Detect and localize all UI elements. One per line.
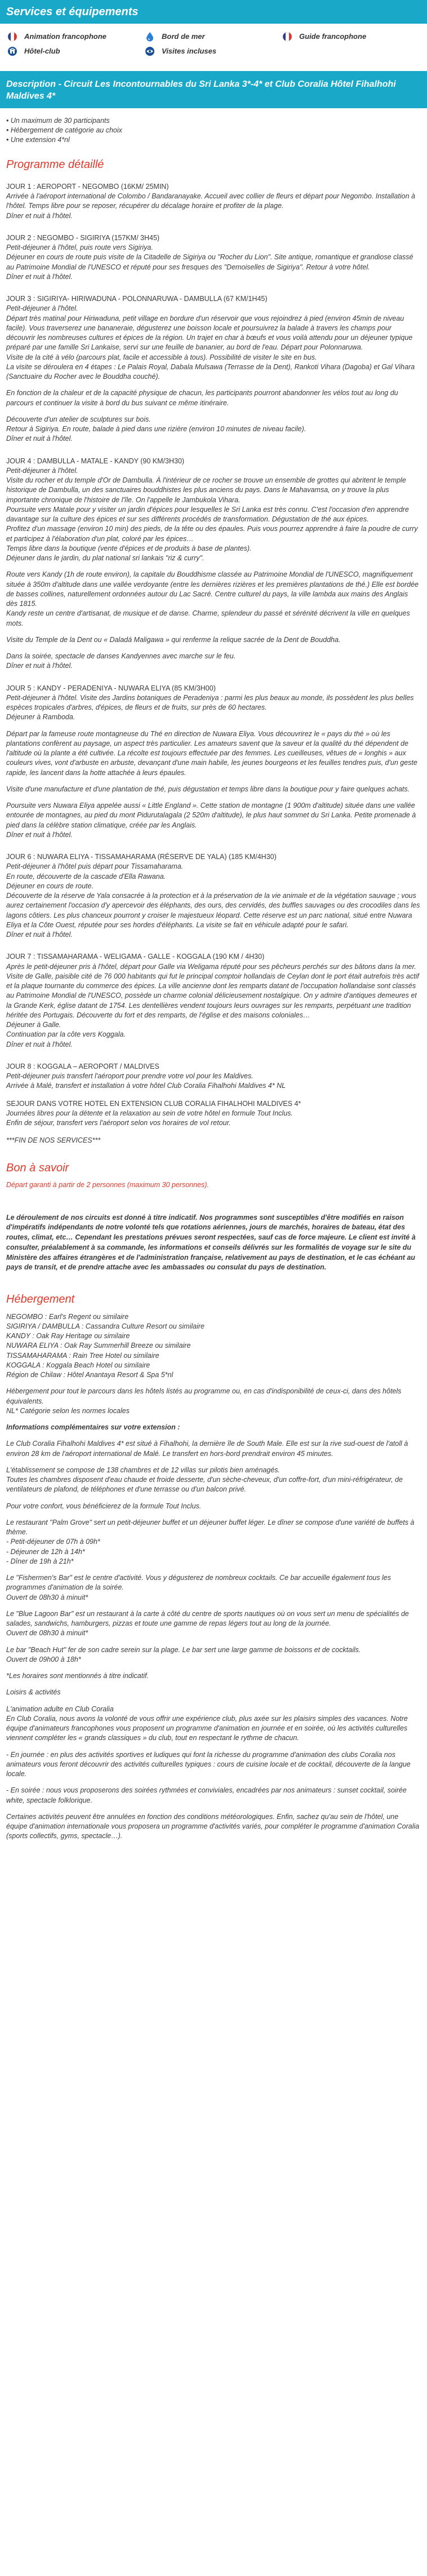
day-text: Visite du rocher et du temple d'Or de Dambulla. À l'intérieur de ce rocher se trouve un ensemble de grottes qui abritent le temple historique de Dambulla, un des sanctuaires bouddhistes les plus anciens du pays. Dans le Mahavamsa, on y trouve la plus importante chronique de l'histoire de l'île. On l'appelle le Jambukola Vihara. (6, 476, 406, 504)
day-block (6, 294, 421, 444)
day-text: Temps libre dans la boutique (vente d'épices et de produits à base de plantes). (6, 544, 252, 552)
paragraph: Le Club Coralia Fihalhohi Maldives 4* est situé à Fihalhohi, la dernière île de South Male. Elle est sur la rive sud-ouest de l'atoll à environ 28 km de l'aéroport international de Malé. Le transfert en hors-bord prendrait environ 45 minutes. (6, 1440, 408, 1458)
list-item: TISSAMAHARAMA : Rain Tree Hotel ou similaire (6, 1351, 159, 1360)
day-title: JOUR 5 : KANDY - PERADENIYA - NUWARA ELIYA (85 KM/3H00) (6, 684, 216, 692)
description-title: Description - Circuit Les Incontournables du Sri Lanka 3*-4* et Club Coralia Hôtel Fihalhohi Maldives 4* (6, 79, 396, 101)
day-text: Dîner et nuit à l'hôtel. (6, 211, 73, 220)
day-text: Petit-déjeuner à l'hôtel. Visite des Jardins botaniques de Peradeniya : parmi les plus beaux au monde, ils possèdent les plus belles espèces tropicales d'arbres, d'épices, de fleurs et de fruits, sur près de 60 hectares. (6, 693, 414, 712)
day-text: Après le petit-déjeuner pris à l'hôtel, départ pour Galle via Weligama réputé pour ses pêcheurs perchés sur des bâtons dans la mer. (6, 962, 416, 971)
paragraph-heading: Informations complémentaires sur votre extension : (6, 1423, 180, 1432)
day-title: JOUR 7 : TISSAMAHARAMA - WELIGAMA - GALLE - KOGGALA (190 KM / 4H30) (6, 953, 265, 961)
day-text: Départ très matinal pour Hiriwaduna, petit village en bordure d'un réservoir que vous rejoindrez à pied (environ 45min de niveau facile). Vous traverserez une bananeraie, dégusterez une boisson locale et poursuivrez la balade à travers les champs pour découvrir les nombreuses cultures et épices de la région. Un trajet en char à bœufs et vous voilà attendu pour un déjeuner typique préparé par une famille Sri Lankaise, servi sur une feuille de bananier, au bord de l'eau. Départ pour Polonnaruwa. (6, 314, 413, 352)
paragraph: L'animation adulte en Club Coralia (6, 1705, 114, 1713)
day-text: Déjeuner en cours de route puis visite de la Citadelle de Sigiriya ou "Rocher du Lion". Site antique, romantique et grandiose classé au Patrimoine Mondial de l'UNESCO et réputé pour ses fresques des "Demoiselles de Sigiriya". Retour à votre hôtel. (6, 253, 413, 271)
day-text: Déjeuner à Ramboda. (6, 713, 75, 722)
list-item: Région de Chilaw : Hôtel Anantaya Resort & Spa 5*nl (6, 1371, 174, 1379)
paragraph: - Dîner de 19h à 21h* (6, 1557, 74, 1565)
main-content (0, 108, 427, 1853)
day-text: La visite se déroulera en 4 étapes : Le Palais Royal, Dabala Mulsawa (Terrasse de la Dent), Rankoti Vihara (Dagoba) et Gal Vihara (Sanctuaire du Rocher avec le Bouddha couché). (6, 362, 415, 381)
conditions-text: Le déroulement de nos circuits est donné à titre indicatif. Nos programmes sont susceptibles d'être modifiés en raison d'impératifs indépendants de notre volonté tels que rotations aériennes, jours de marchés, horaires de bateau, état des routes, climat, etc… Cependant les prestations prévues seront respectées, sauf cas de force majeure. Le client est invité à consulter, préalablement à sa commande, les informations et conseils délivrés sur les formalités de voyage sur le site du Ministère des affaires étrangères et de l'administration française, relativement au pays de destination, et le cas échéant au pays de transit, et de prendre attache avec les ambassades ou consulat du pays de destination. (6, 1213, 416, 1272)
paragraph: Loisirs & activités (6, 1688, 61, 1697)
day-title: JOUR 8 : KOGGALA – AEROPORT / MALDIVES (6, 1062, 159, 1070)
paragraph: Ouvert de 09h00 à 18h* (6, 1655, 81, 1663)
service-label: Guide francophone (299, 32, 367, 41)
extension-title: SEJOUR DANS VOTRE HOTEL EN EXTENSION CLUB CORALIA FIHALHOHI MALDIVES 4* (6, 1099, 301, 1108)
service-label: Bord de mer (162, 32, 205, 41)
end-of-services: ***FIN DE NOS SERVICES*** (6, 1136, 101, 1145)
service-item (7, 32, 145, 42)
list-item: NUWARA ELIYA : Oak Ray Summerhill Breeze ou similaire (6, 1342, 191, 1350)
day-text: Visite du Temple de la Dent ou « Daladá Maligawa » qui renferme la relique sacrée de la Dent de Bouddha. (6, 635, 341, 644)
paragraph: Le bar "Beach Hut" fer de son cadre serein sur la plage. Le bar sert une large gamme de boissons et de cocktails. (6, 1645, 361, 1654)
service-item (7, 46, 145, 56)
day-block (6, 233, 421, 282)
day-block (6, 684, 421, 840)
day-text: En fonction de la chaleur et de la capacité physique de chacun, les participants pourront abandonner les vélos tout au long du parcours et continuer la visite à bord du bus suivant ce même itinéraire. (6, 389, 398, 407)
description-bullets (6, 116, 421, 145)
day-title: JOUR 3 : SIGIRIYA- HIRIWADUNA - POLONNARUWA - DAMBULLA (67 KM/1H45) (6, 295, 268, 303)
extension-text: Enfin de séjour, transfert vers l'aéroport selon vos horaires de vol retour. (6, 1119, 231, 1127)
day-text: Déjeuner à Galle. (6, 1021, 61, 1029)
paragraph: Toutes les chambres disposent d'eau chaude et froide desserte, d'un sèche-cheveux, d'un coffre-fort, d'un mini-réfrigérateur, de ventilateurs de plafond, de téléphones et d'une terrasse ou d'un balcon privé. (6, 1476, 403, 1494)
day-title: JOUR 2 : NEGOMBO - SIGIRIYA (157KM/ 3H45) (6, 233, 160, 242)
day-text: Dîner et nuit à l'hôtel. (6, 662, 73, 670)
day-text: Poursuite vers Matale pour y visiter un jardin d'épices pour lesquelles le Sri Lanka est très connu. C'est l'occasion d'en apprendre davantage sur la culture des épices et sur ses différents procédés de transformation. Dégustation de thé aux épices. (6, 505, 409, 524)
day-text: Petit-déjeuner à l'hôtel. (6, 466, 78, 475)
day-text: Dîner et nuit à l'hôtel. (6, 272, 73, 281)
extension-text: Journées libres pour la détente et la relaxation au sein de votre hôtel en formule Tout Inclus. (6, 1109, 293, 1117)
paragraph: Le "Fishermen's Bar" est le centre d'activité. Vous y dégusterez de nombreux cocktails. Ce bar accueille également tous les programmes d'animation de la soirée. (6, 1574, 391, 1592)
day-text: En route, découverte de la cascade d'Ella Rawana. (6, 872, 166, 880)
day-text: Dîner et nuit à l'hôtel. (6, 1040, 73, 1048)
day-text: Déjeuner dans le jardin, du plat national sri lankais "riz & curry". (6, 554, 204, 563)
day-text: Dans la soirée, spectacle de danses Kandyennes avec marche sur le feu. (6, 652, 236, 661)
day-text: Petit-déjeuner à l'hôtel. (6, 304, 78, 313)
paragraph: Le "Blue Lagoon Bar" est un restaurant à la carte à côté du centre de sports nautiques où on vous sert un menu de spécialités de salades, sandwichs, hamburgers, pizzas et toute une gamme de repas légers tout au long de la journée. (6, 1609, 409, 1628)
paragraph: NL* Catégorie selon les normes locales (6, 1406, 130, 1415)
day-text: Arrivée à Malé, transfert et installation à votre hôtel Club Coralia Fihalhohi Maldives 4* NL (6, 1082, 286, 1090)
paragraph: - En journée : en plus des activités sportives et ludiques qui font la richesse du programme d'animation des clubs Coralia nos animateurs vous feront découvrir des activités culturelles typiques : cours de cuisine locale et de cocktail, découverte de la langue locale. (6, 1750, 411, 1778)
service-label: Hôtel-club (24, 47, 60, 56)
paragraph: - En soirée : nous vous proposerons des soirées rythmées et conviviales, encadrées par nos animateurs : sunset cocktail, soirée white, spectacle folklorique. (6, 1786, 407, 1804)
day-text: Dîner et nuit à l'hôtel. (6, 830, 73, 839)
bon-a-savoir-title: Bon à savoir (6, 1161, 69, 1174)
list-item: • Hébergement de catégorie au choix (6, 126, 421, 135)
day-block (6, 852, 421, 940)
day-text: Déjeuner en cours de route. (6, 882, 94, 890)
service-label: Visites incluses (162, 47, 217, 56)
bottom-spacer (6, 1842, 421, 1853)
day-text: Petit-déjeuner puis transfert l'aéroport pour prendre votre vol pour les Maldives. (6, 1072, 253, 1081)
day-text: Poursuite vers Nuwara Eliya appelée aussi « Little England ». Cette station de montagne (1 900m d'altitude) située dans une vallée entourée de montagnes, au pied du mont Pidurutalagala (2 520m d'altitude), le plus haut sommet du Sri Lanka. Petite promenade à pied dans la célèbre station climatique, créée par les Anglais. (6, 802, 416, 829)
list-item: KOGGALA : Koggala Beach Hotel ou similaire (6, 1361, 150, 1369)
day-title: JOUR 6 : NUWARA ELIYA - TISSAMAHARAMA (RÉSERVE DE YALA) (185 KM/4H30) (6, 853, 277, 861)
day-block (6, 1062, 421, 1091)
services-banner (0, 0, 427, 24)
day-text: Profitez d'un massage (environ 10 min) des pieds, de la tête ou des épaules. Puis vous pourrez apprendre à faire la poudre de curry et participez à l'élaboration d'un plat, coloré par les épices… (6, 525, 418, 543)
guarantee-note: Départ garanti à partir de 2 personnes (maximum 30 personnes). (6, 1181, 209, 1189)
day-text: Découverte de la réserve de Yala consacrée à la protection et à la préservation de la vie animale et de la végétation sauvage ; vous aurez certainement l'occasion d'y apercevoir des éléphants, des ours, des cervidés, des buffles sauvages ou des crocodiles dans les lagons côtiers. Les plus chanceux pourront y croiser le majestueux léopard. Cette réserve est un parc national, situé entre Nuwara Eliya et la Côte Ouest, réputée pour ses hordes d'éléphants. La visite se fait en véhicule adapté pour le safari. (6, 892, 420, 929)
day-text: Route vers Kandy (1h de route environ), la capitale du Bouddhisme classée au Patrimoine Mondial de l'UNESCO, magnifiquement située à 350m d'altitude dans une vallée verdoyante (entre les dernières rizières et les premières plantations de thé.) Elle est bordée de basses collines, naturellement ordonnées autour du Lac Sacré. Centre culturel du pays, la ville lambda aux mains des Anglais dès 1815. (6, 570, 419, 608)
day-text: Visite d'une manufacture et d'une plantation de thé, puis dégustation et temps libre dans la boutique pour y faire quelques achats. (6, 785, 410, 793)
day-text: Arrivée à l'aéroport international de Colombo / Bandaranayake. Accueil avec collier de fleurs et départ pour Negombo. Installation à l'hôtel. Temps libre pour se reposer, récupérer du décalage horaire et profiter de la plage. (6, 192, 415, 210)
day-block (6, 457, 421, 671)
list-item: SIGIRIYA / DAMBULLA : Cassandra Culture Resort ou similaire (6, 1322, 204, 1330)
day-text: Visite de Galle, paisible cité de 76 000 habitants qui fut le principal comptoir hollandais de Ceylan dont le port était autrefois très actif et la plaque tournante du commerce des épices. La ville ancienne dont les remparts datant de l'occupation hollandaise sont classés au Patrimoine Mondial de l'UNESCO, possède un charme colonial délicieusement nostalgique. On y admire d'antiques demeures et la Grande Kerk, église datant de 1754. Les dentellières vendent toujours leurs ouvrages sur les remparts, perpétuant une tradition héritée des Portugais. Découverte du fort et des remparts, de l'église et des maisons coloniales… (6, 972, 419, 1019)
service-item (145, 32, 282, 42)
french-flag-icon (282, 32, 292, 42)
day-block (6, 182, 421, 221)
eye-icon (145, 46, 155, 56)
hotel-club-icon (7, 46, 17, 56)
paragraph: Pour votre confort, vous bénéficierez de la formule Tout Inclus. (6, 1502, 202, 1510)
day-text: Kandy reste un centre d'artisanat, de musique et de danse. Charme, splendeur du passé et sérénité décrivent la ville en quelques mots. (6, 609, 410, 627)
day-title: JOUR 4 : DAMBULLA - MATALE - KANDY (90 KM/3H30) (6, 457, 185, 465)
paragraph: *Les horaires sont mentionnés à titre indicatif. (6, 1672, 149, 1680)
day-text: Dîner et nuit à l'hôtel. (6, 435, 73, 443)
paragraph: Certaines activités peuvent être annulées en fonction des conditions météorologiques. Enfin, sachez qu'au sein de l'hôtel, une équipe d'animation internationale vous proposera un programme d'activités variés, pour compléter le programme d'animation Coralia (sports collectifs, gyms, spectacle…). (6, 1812, 420, 1840)
day-text: Petit-déjeuner à l'hôtel, puis route vers Sigiriya. (6, 244, 153, 252)
paragraph: L'établissement se compose de 138 chambres et de 12 villas sur pilotis bien aménagés. (6, 1466, 280, 1474)
list-item: NEGOMBO : Earl's Regent ou similaire (6, 1312, 129, 1321)
french-flag-icon (7, 32, 17, 42)
list-item: • Une extension 4*nl (6, 135, 421, 145)
list-item: KANDY : Oak Ray Heritage ou similaire (6, 1332, 130, 1340)
hotel-list (6, 1312, 421, 1380)
description-banner (0, 71, 427, 108)
services-title: Services et équipements (6, 6, 139, 18)
programme-title: Programme détaillé (6, 158, 104, 171)
paragraph: En Club Coralia, nous avons la volonté de vous offrir une expérience club, plus axée sur les plaisirs simples des vacances. Notre équipe d'animateurs francophones vous proposent un programme d'animation en journée et en soirée, où les activités culturelles viennent compléter les « grands classiques » du club, tout en respectant le rythme de chacun. (6, 1714, 408, 1742)
list-item: • Un maximum de 30 participants (6, 116, 421, 126)
paragraph: Hébergement pour tout le parcours dans les hôtels listés au programme ou, en cas d'indisponibilité de ceux-ci, dans des hôtels équivalents. (6, 1387, 402, 1405)
paragraph: - Déjeuner de 12h à 14h* (6, 1547, 85, 1556)
paragraph: Le restaurant "Palm Grove" sert un petit-déjeuner buffet et un déjeuner buffet léger. Le dîner se compose d'une variété de buffets à thème. (6, 1518, 415, 1537)
service-item (145, 46, 282, 56)
day-text: Départ par la fameuse route montagneuse du Thé en direction de Nuwara Eliya. Vous découvrirez le « pays du thé » où les plantations confèrent au paysage, un aspect très particulier. Les amateurs savent que la saveur et la qualité du thé dépendent de l'altitude où la plante a été cultivée. La récolte est toujours effectuée par des femmes. Les cueilleuses, vêtues de « longhis » aux couleurs vives, vont d'arbuste en arbuste, devançant d'une main habile, les jeunes bourgeons et les feuilles tendres puis, d'un geste rapide, les lancent dans la hotte attachée à leurs épaules. (6, 729, 417, 777)
paragraph: Ouvert de 08h30 à minuit* (6, 1629, 88, 1637)
services-grid (0, 24, 427, 63)
hebergement-title: Hébergement (6, 1293, 75, 1306)
service-label: Animation francophone (24, 32, 106, 41)
day-text: Visite de la cité à vélo (parcours plat, facile et accessible à tous). Possibilité de visiter le site en bus. (6, 353, 317, 361)
day-text: Continuation par la côte vers Koggala. (6, 1030, 126, 1039)
paragraph: - Petit-déjeuner de 07h à 09h* (6, 1538, 100, 1546)
day-block (6, 952, 421, 1050)
day-text: Petit-déjeuner à l'hôtel puis départ pour Tissamaharama. (6, 862, 184, 871)
extension-block (6, 1099, 421, 1128)
paragraph: Ouvert de 08h30 à minuit* (6, 1593, 88, 1601)
day-text: Dîner et nuit à l'hôtel. (6, 931, 73, 939)
day-title: JOUR 1 : AEROPORT - NEGOMBO (16KM/ 25MIN) (6, 182, 169, 191)
day-text: Découverte d'un atelier de sculptures sur bois. (6, 415, 151, 423)
service-item (282, 32, 420, 42)
day-text: Retour à Sigiriya. En route, balade à pied dans une rizière (environ 10 minutes de niveau facile). (6, 425, 306, 433)
water-drop-icon (145, 32, 155, 42)
